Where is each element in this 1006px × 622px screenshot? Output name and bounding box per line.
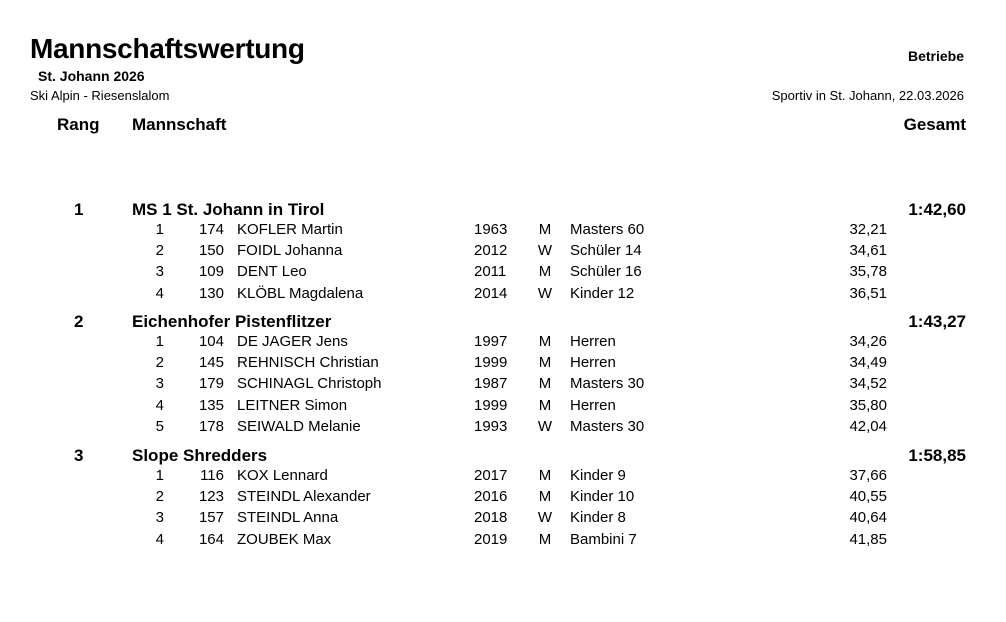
team-total-time: 1:58,85 xyxy=(908,446,966,465)
team-rank: 1 xyxy=(74,200,84,219)
member-position: 3 xyxy=(155,375,164,393)
member-row xyxy=(0,531,1006,552)
team-rank: 3 xyxy=(74,446,84,465)
team-rank: 2 xyxy=(74,312,84,331)
member-sex: W xyxy=(537,509,553,527)
member-year: 1993 xyxy=(474,417,508,435)
member-class: Kinder 8 xyxy=(570,509,626,527)
member-sex: W xyxy=(537,417,553,435)
team-block xyxy=(0,200,1006,306)
member-class: Herren xyxy=(570,354,616,372)
team-block xyxy=(0,446,1006,552)
team-total-time: 1:42,60 xyxy=(908,200,966,219)
member-time: 40,55 xyxy=(849,488,887,506)
member-year: 1999 xyxy=(474,396,508,414)
member-position: 4 xyxy=(155,284,164,302)
member-class: Kinder 10 xyxy=(570,488,635,506)
member-position: 1 xyxy=(155,467,164,484)
member-year: 1963 xyxy=(474,221,508,238)
member-class: Schüler 16 xyxy=(570,263,642,281)
page-title: Mannschaftswertung xyxy=(30,33,305,64)
member-row xyxy=(0,285,1006,306)
member-class: Herren xyxy=(570,333,616,350)
member-sex: M xyxy=(538,354,552,372)
member-class: Masters 60 xyxy=(570,221,645,238)
member-time: 42,04 xyxy=(849,417,887,435)
member-time: 32,21 xyxy=(849,221,887,238)
member-sex: M xyxy=(538,263,552,281)
member-time: 34,26 xyxy=(849,333,887,350)
member-time: 34,61 xyxy=(849,242,887,260)
member-sex: W xyxy=(537,242,553,260)
team-name: Slope Shredders xyxy=(132,446,268,465)
member-row xyxy=(0,263,1006,284)
member-bib: 104 xyxy=(198,333,224,350)
member-bib: 174 xyxy=(198,221,224,238)
member-year: 2014 xyxy=(474,284,508,302)
member-bib: 179 xyxy=(198,375,224,393)
member-year: 2019 xyxy=(474,530,508,548)
member-time: 35,78 xyxy=(849,263,887,281)
member-time: 37,66 xyxy=(849,467,887,484)
member-row xyxy=(0,397,1006,418)
member-class: Kinder 9 xyxy=(570,467,626,484)
member-position: 5 xyxy=(155,417,164,435)
member-position: 3 xyxy=(155,263,164,281)
member-position: 2 xyxy=(155,354,164,372)
member-class: Masters 30 xyxy=(570,375,645,393)
member-time: 41,85 xyxy=(849,530,887,548)
member-row xyxy=(0,488,1006,509)
member-sex: M xyxy=(538,396,552,414)
member-bib: 164 xyxy=(198,530,224,548)
member-sex: M xyxy=(538,375,552,393)
member-time: 35,80 xyxy=(849,396,887,414)
member-row xyxy=(0,418,1006,439)
member-name: STEINDL Anna xyxy=(237,509,339,527)
member-year: 2012 xyxy=(474,242,508,260)
member-name: STEINDL Alexander xyxy=(237,488,371,506)
member-name: KOFLER Martin xyxy=(237,221,343,238)
member-position: 3 xyxy=(155,509,164,527)
member-name: KOX Lennard xyxy=(237,467,328,484)
member-bib: 135 xyxy=(198,396,224,414)
member-name: DENT Leo xyxy=(237,263,307,281)
member-time: 36,51 xyxy=(849,284,887,302)
team-total-time: 1:43,27 xyxy=(908,312,966,331)
member-row xyxy=(0,242,1006,263)
member-bib: 150 xyxy=(198,242,224,260)
member-bib: 145 xyxy=(198,354,224,372)
member-row xyxy=(0,375,1006,396)
member-row xyxy=(0,333,1006,354)
member-name: FOIDL Johanna xyxy=(237,242,343,260)
team-name: MS 1 St. Johann in Tirol xyxy=(132,200,325,219)
member-name: DE JAGER Jens xyxy=(237,333,348,350)
member-name: KLÖBL Magdalena xyxy=(237,284,364,302)
member-year: 1997 xyxy=(474,333,508,350)
member-bib: 130 xyxy=(198,284,224,302)
member-name: ZOUBEK Max xyxy=(237,530,332,548)
member-name: SEIWALD Melanie xyxy=(237,417,361,435)
member-year: 2017 xyxy=(474,467,508,484)
member-year: 1987 xyxy=(474,375,508,393)
member-position: 1 xyxy=(155,333,164,350)
member-class: Schüler 14 xyxy=(570,242,642,260)
member-name: LEITNER Simon xyxy=(237,396,348,414)
member-position: 2 xyxy=(155,488,164,506)
event-subtitle: St. Johann 2026 xyxy=(38,68,145,84)
member-position: 4 xyxy=(155,530,164,548)
discipline-label: Ski Alpin - Riesenslalom xyxy=(30,88,170,103)
member-row xyxy=(0,509,1006,530)
member-bib: 116 xyxy=(200,467,224,484)
member-sex: M xyxy=(538,333,552,350)
member-time: 34,52 xyxy=(849,375,887,393)
member-class: Herren xyxy=(570,396,616,414)
member-sex: W xyxy=(537,284,553,302)
column-header-team: Mannschaft xyxy=(132,115,227,134)
member-bib: 109 xyxy=(198,263,224,281)
member-year: 2011 xyxy=(474,263,507,281)
member-sex: M xyxy=(538,467,552,484)
member-class: Bambini 7 xyxy=(570,530,637,548)
column-header-total: Gesamt xyxy=(903,115,966,134)
member-time: 40,64 xyxy=(849,509,887,527)
member-bib: 157 xyxy=(198,509,224,527)
member-row xyxy=(0,354,1006,375)
member-bib: 123 xyxy=(198,488,224,506)
member-name: SCHINAGL Christoph xyxy=(237,375,382,393)
team-header xyxy=(0,446,1006,467)
venue-date: Sportiv in St. Johann, 22.03.2026 xyxy=(771,88,964,103)
team-name: Eichenhofer Pistenflitzer xyxy=(132,312,332,331)
member-year: 1999 xyxy=(474,354,508,372)
member-year: 2016 xyxy=(474,488,508,506)
member-position: 4 xyxy=(155,396,164,414)
member-position: 2 xyxy=(155,242,164,260)
member-time: 34,49 xyxy=(849,354,887,372)
category-label: Betriebe xyxy=(907,48,964,64)
team-header xyxy=(0,312,1006,333)
member-row xyxy=(0,467,1006,488)
member-class: Kinder 12 xyxy=(570,284,635,302)
member-bib: 178 xyxy=(198,417,224,435)
column-header-rank: Rang xyxy=(57,115,100,134)
member-sex: M xyxy=(538,488,552,506)
member-sex: M xyxy=(538,221,552,238)
team-block xyxy=(0,312,1006,439)
member-row xyxy=(0,221,1006,242)
member-sex: M xyxy=(538,530,552,548)
member-position: 1 xyxy=(155,221,164,238)
member-class: Masters 30 xyxy=(570,417,645,435)
team-header xyxy=(0,200,1006,221)
member-year: 2018 xyxy=(474,509,508,527)
member-name: REHNISCH Christian xyxy=(237,354,379,372)
